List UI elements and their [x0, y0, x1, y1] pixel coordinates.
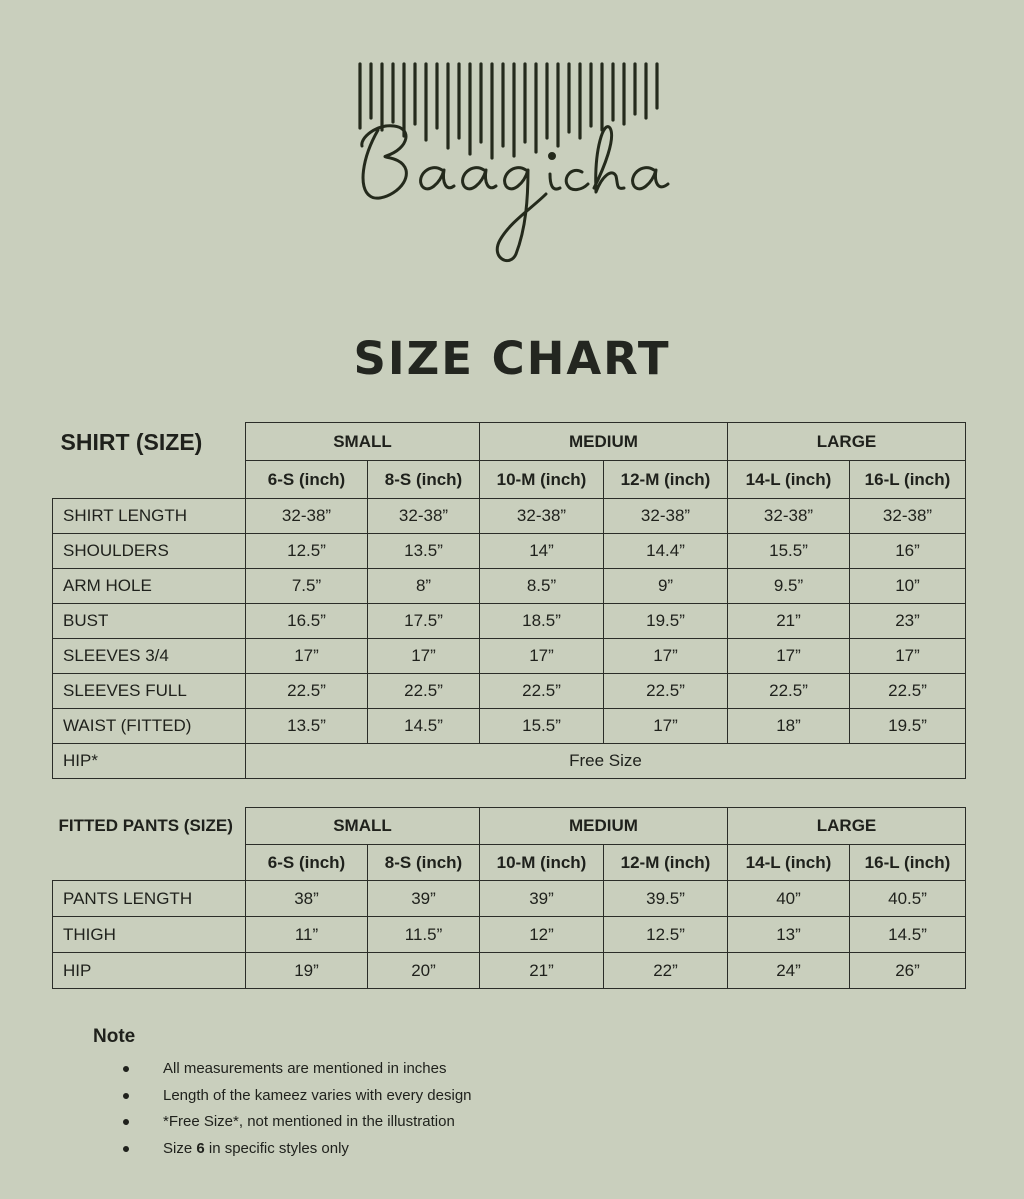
note-section [93, 1026, 472, 1166]
table-cell: 19.5” [604, 604, 728, 639]
row-label: SHOULDERS [53, 534, 246, 569]
bullet-icon [123, 1093, 129, 1099]
table-cell: 39.5” [604, 881, 728, 917]
table-cell: 13” [728, 917, 850, 953]
table-row [53, 744, 966, 779]
bullet-icon [123, 1146, 129, 1152]
shirt-table-title: SHIRT (SIZE) [60, 428, 203, 455]
table-row [53, 674, 966, 709]
table-cell: 8.5” [480, 569, 604, 604]
table-cell: 17” [246, 639, 368, 674]
size-group-header: LARGE [728, 808, 966, 845]
table-row [53, 917, 966, 953]
size-column-header: 8-S (inch) [368, 845, 480, 881]
table-cell: 32-38” [728, 499, 850, 534]
page-title: SIZE CHART [353, 332, 671, 385]
size-group-header: SMALL [246, 423, 480, 461]
table-cell: 22.5” [368, 674, 480, 709]
table-cell: 17” [604, 639, 728, 674]
table-cell: 12.5” [246, 534, 368, 569]
table-cell: 16.5” [246, 604, 368, 639]
table-cell: 38” [246, 881, 368, 917]
note-item: All measurements are mentioned in inches [123, 1060, 472, 1087]
table-row [53, 881, 966, 917]
table-row [53, 604, 966, 639]
pants-table-title: FITTED PANTS (SIZE) [58, 815, 233, 835]
table-row [53, 639, 966, 674]
table-cell: 15.5” [728, 534, 850, 569]
row-label: HIP* [53, 744, 246, 779]
table-cell: 24” [728, 953, 850, 989]
size-column-header: 16-L (inch) [850, 461, 966, 499]
size-group-header: SMALL [246, 808, 480, 845]
table-cell: 10” [850, 569, 966, 604]
table-cell: 17” [368, 639, 480, 674]
row-label: WAIST (FITTED) [53, 709, 246, 744]
table-cell: 39” [368, 881, 480, 917]
size-column-header: 10-M (inch) [480, 461, 604, 499]
table-cell: 20” [368, 953, 480, 989]
table-cell: 21” [480, 953, 604, 989]
row-label: SLEEVES FULL [53, 674, 246, 709]
table-cell: 14.4” [604, 534, 728, 569]
size-group-header: LARGE [728, 423, 966, 461]
note-list [93, 1060, 472, 1166]
row-label: ARM HOLE [53, 569, 246, 604]
bullet-icon [123, 1066, 129, 1072]
size-column-header: 8-S (inch) [368, 461, 480, 499]
size-column-header: 10-M (inch) [480, 845, 604, 881]
table-cell: 22” [604, 953, 728, 989]
table-cell: 13.5” [246, 709, 368, 744]
size-column-header: 12-M (inch) [604, 845, 728, 881]
table-cell: 17” [604, 709, 728, 744]
note-item: *Free Size*, not mentioned in the illustration [123, 1113, 472, 1140]
size-column-header: 6-S (inch) [246, 845, 368, 881]
row-label: THIGH [53, 917, 246, 953]
table-cell: 17” [728, 639, 850, 674]
table-cell: 22.5” [604, 674, 728, 709]
shirt-size-table [52, 422, 966, 779]
table-cell: 32-38” [368, 499, 480, 534]
table-cell: 19” [246, 953, 368, 989]
table-cell: 16” [850, 534, 966, 569]
table-cell: 9.5” [728, 569, 850, 604]
row-label: HIP [53, 953, 246, 989]
note-item: Length of the kameez varies with every design [123, 1087, 472, 1114]
table-cell: 18” [728, 709, 850, 744]
pants-size-table [52, 807, 966, 989]
size-group-header: MEDIUM [480, 423, 728, 461]
table-cell: 19.5” [850, 709, 966, 744]
table-cell: 32-38” [850, 499, 966, 534]
table-cell: 26” [850, 953, 966, 989]
table-row [53, 709, 966, 744]
note-item: Size 6 in specific styles only [123, 1140, 472, 1167]
size-column-header: 14-L (inch) [728, 845, 850, 881]
table-cell: 9” [604, 569, 728, 604]
table-cell: 12” [480, 917, 604, 953]
table-cell: 18.5” [480, 604, 604, 639]
table-cell: 21” [728, 604, 850, 639]
table-cell: 17” [480, 639, 604, 674]
size-column-header: 6-S (inch) [246, 461, 368, 499]
table-row [53, 534, 966, 569]
size-column-header: 16-L (inch) [850, 845, 966, 881]
table-cell: 15.5” [480, 709, 604, 744]
table-cell: 14.5” [368, 709, 480, 744]
table-cell: 32-38” [246, 499, 368, 534]
row-label: SHIRT LENGTH [53, 499, 246, 534]
size-group-header: MEDIUM [480, 808, 728, 845]
table-cell: 22.5” [728, 674, 850, 709]
table-cell: 11” [246, 917, 368, 953]
table-cell: 14” [480, 534, 604, 569]
table-cell: 32-38” [480, 499, 604, 534]
table-row [53, 953, 966, 989]
table-cell: 22.5” [480, 674, 604, 709]
table-cell: 22.5” [850, 674, 966, 709]
table-cell: 40.5” [850, 881, 966, 917]
table-cell: 13.5” [368, 534, 480, 569]
table-row [53, 569, 966, 604]
table-cell: 17.5” [368, 604, 480, 639]
table-cell: 22.5” [246, 674, 368, 709]
table-cell: 11.5” [368, 917, 480, 953]
table-cell: 12.5” [604, 917, 728, 953]
bullet-icon [123, 1119, 129, 1125]
table-cell: 40” [728, 881, 850, 917]
table-cell: 8” [368, 569, 480, 604]
table-cell: 7.5” [246, 569, 368, 604]
note-heading: Note [93, 1026, 136, 1047]
free-size-cell: Free Size [246, 744, 966, 779]
table-cell: 32-38” [604, 499, 728, 534]
table-cell: 39” [480, 881, 604, 917]
table-row [53, 499, 966, 534]
brand-logo [350, 58, 680, 268]
table-cell: 23” [850, 604, 966, 639]
size-column-header: 12-M (inch) [604, 461, 728, 499]
row-label: BUST [53, 604, 246, 639]
table-cell: 14.5” [850, 917, 966, 953]
size-column-header: 14-L (inch) [728, 461, 850, 499]
row-label: PANTS LENGTH [53, 881, 246, 917]
table-cell: 17” [850, 639, 966, 674]
row-label: SLEEVES 3/4 [53, 639, 246, 674]
